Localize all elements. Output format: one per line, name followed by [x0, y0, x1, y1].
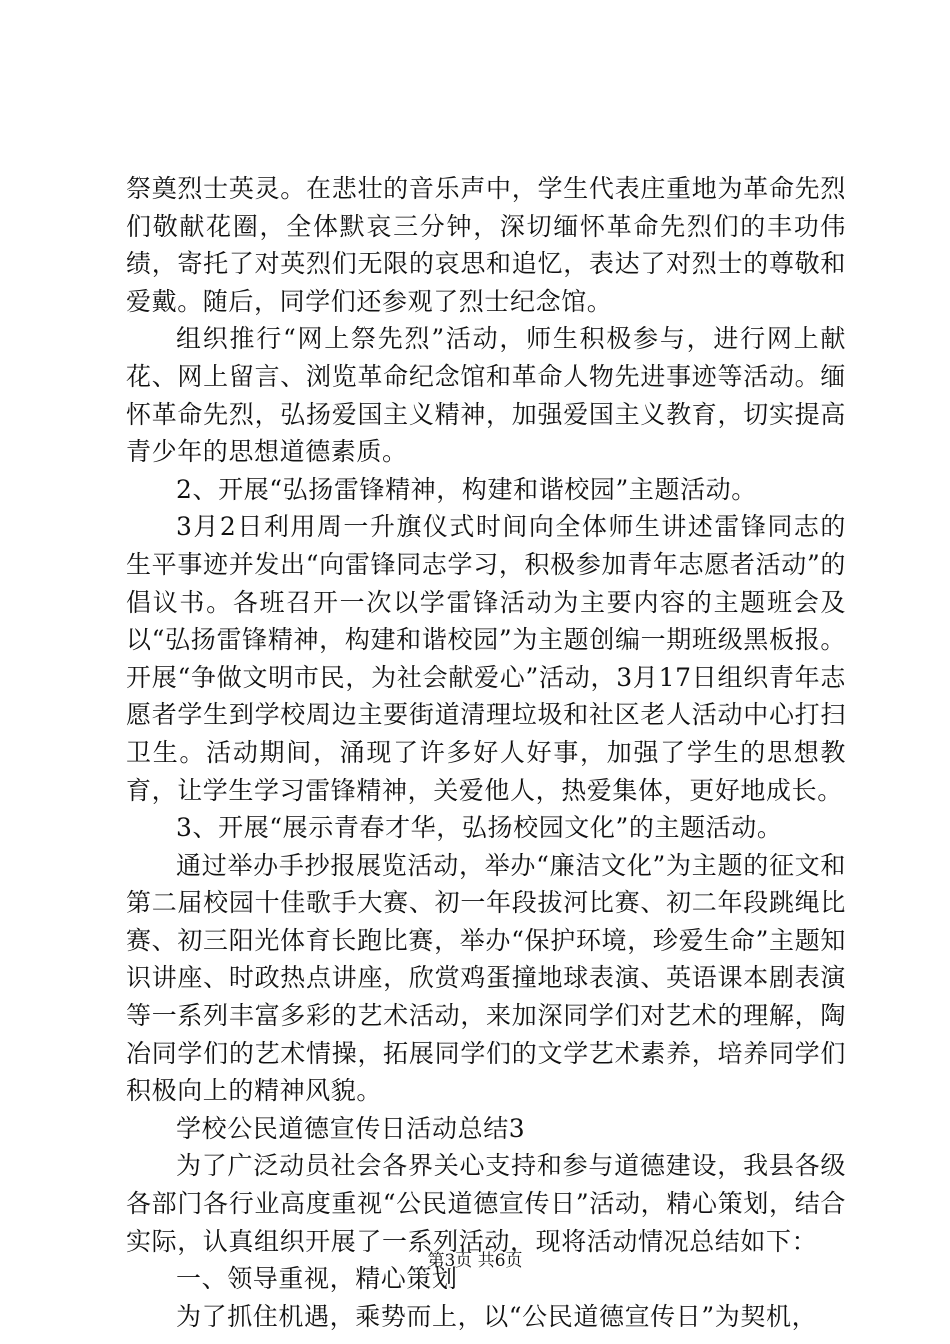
section-heading: 2、开展“弘扬雷锋精神，构建和谐校园”主题活动。: [176, 474, 757, 504]
article-title: 学校公民道德宣传日活动总结3: [176, 1113, 526, 1143]
body-paragraph: 为了抓住机遇，乘势而上，以“公民道德宣传日”为契机，: [176, 1301, 818, 1331]
body-paragraph: 祭奠烈士英灵。在悲壮的音乐声中，学生代表庄重地为革命先烈们敬献花圈，全体默哀三分钟，深切缅怀革命先烈们的丰功伟绩，寄托了对英烈们无限的哀思和追忆，表达了对烈士的尊敬和爱戴。随后，同学们还参观了烈士纪念馆。: [126, 174, 846, 316]
body-paragraph: 组织推行“网上祭先烈”活动，师生积极参与，进行网上献花、网上留言、浏览革命纪念馆和革命人物先进事迹等活动。缅怀革命先烈，弘扬爱国主义精神，加强爱国主义教育，切实提高青少年的思想道德素质。: [126, 324, 846, 467]
page-number-footer: 第3页 共6页: [427, 1251, 523, 1271]
body-paragraph: 3月2日利用周一升旗仪式时间向全体师生讲述雷锋同志的生平事迹并发出“向雷锋同志学习，积极参加青年志愿者活动”的倡议书。各班召开一次以学雷锋活动为主要内容的主题班会及以“弘扬雷锋精神，构建和谐校园”为主题创编一期班级黑板报。开展“争做文明市民，为社会献爱心”活动，3月17日组织青年志愿者学生到学校周边主要街道清理垃圾和社区老人活动中心打扫卫生。活动期间，涌现了许多好人好事，加强了学生的思想教育，让学生学习雷锋精神，关爱他人，热爱集体，更好地成长。: [126, 512, 846, 805]
document-body: [126, 170, 846, 1335]
section-heading: 一、领导重视，精心策划: [176, 1264, 458, 1294]
body-paragraph: 通过举办手抄报展览活动，举办“廉洁文化”为主题的征文和第二届校园十佳歌手大赛、初一年段拔河比赛、初二年段跳绳比赛、初三阳光体育长跑比赛，举办“保护环境，珍爱生命”主题知识讲座、时政热点讲座，欣赏鸡蛋撞地球表演、英语课本剧表演等一系列丰富多彩的艺术活动，来加深同学们对艺术的理解，陶冶同学们的艺术情操，拓展同学们的文学艺术素养，培养同学们积极向上的精神风貌。: [126, 850, 846, 1106]
section-heading: 3、开展“展示青春才华，弘扬校园文化”的主题活动。: [176, 813, 783, 843]
body-paragraph: 为了广泛动员社会各界关心支持和参与道德建设，我县各级各部门各行业高度重视“公民道德宣传日”活动，精心策划，结合实际，认真组织开展了一系列活动，现将活动情况总结如下：: [126, 1151, 846, 1256]
